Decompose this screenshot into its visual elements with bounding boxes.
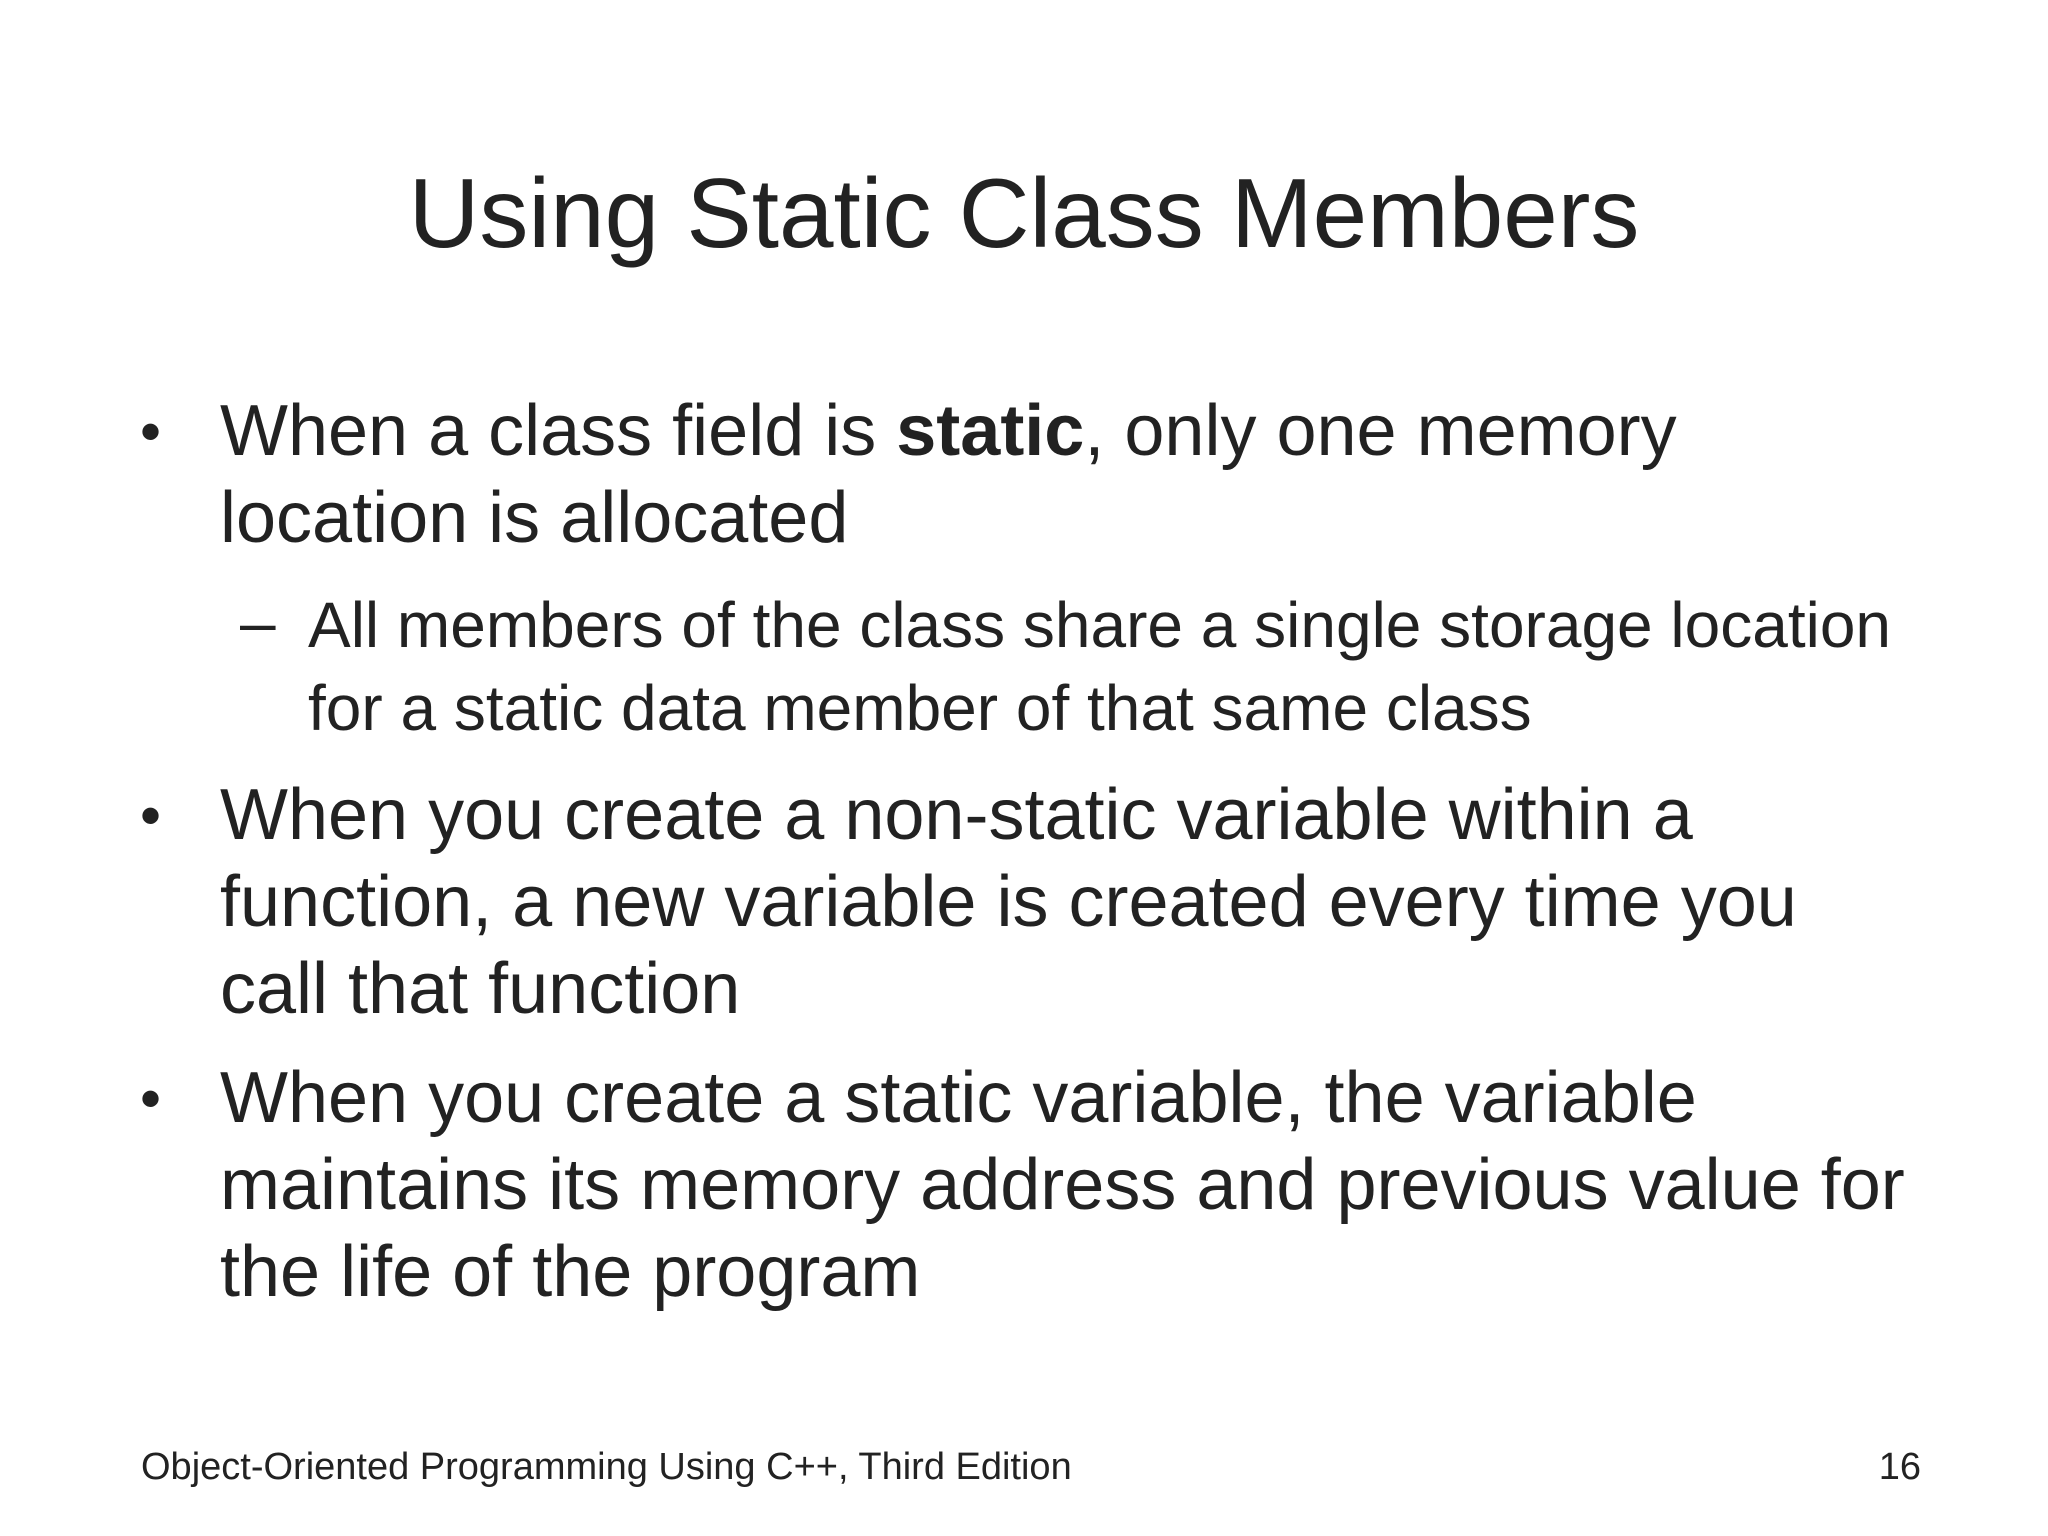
bullet-dot-icon: • [140, 398, 162, 465]
slide-footer [141, 1442, 1921, 1492]
bullet-dot-icon: • [140, 782, 162, 849]
bold-term: static [896, 391, 1085, 471]
bullet-text: When you create a non-static variable within a function, a new variable is created every time you call that function [220, 775, 1797, 1029]
sub-bullet-text: All members of the class share a single storage location for a static data member of that same class [308, 589, 1891, 744]
sub-bullet-item [240, 584, 1920, 750]
slide-title: Using Static Class Members [408, 158, 1640, 268]
bullet-dot-icon: • [140, 1065, 162, 1132]
bullet-item [140, 1055, 1920, 1316]
bullet-item [140, 388, 1920, 562]
bullet-text [220, 388, 1920, 562]
dash-icon: – [240, 586, 276, 658]
slide-body [140, 388, 1920, 1316]
bullet-text-part: When a class field is [220, 391, 897, 471]
footer-course-title: Object-Oriented Programming Using C++, Third Edition [141, 1446, 1072, 1488]
page-number: 16 [1878, 1446, 1921, 1488]
bullet-item [140, 772, 1920, 1033]
bullet-text: When you create a static variable, the variable maintains its memory address and previous value for the life of the program [220, 1058, 1905, 1312]
bullet-text-part: , only one memory location is allocated [220, 391, 1677, 558]
